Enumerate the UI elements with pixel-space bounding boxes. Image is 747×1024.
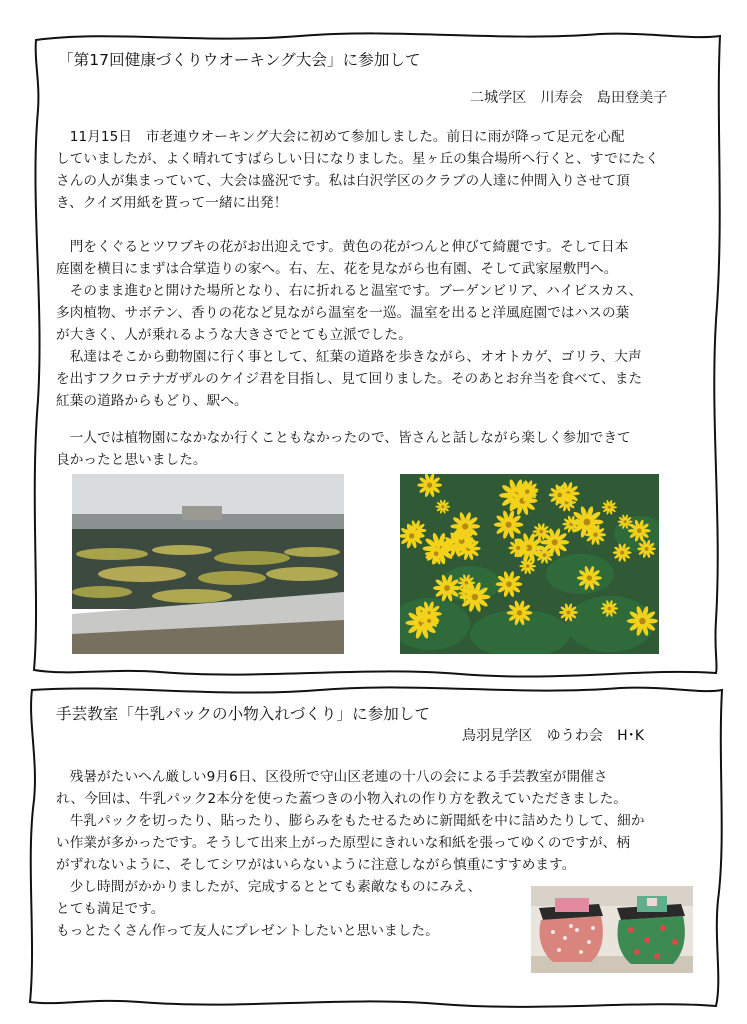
craft-boxes-photo [531, 886, 693, 973]
article1-line: していましたが、よく晴れてすばらしい日になりました。星ヶ丘の集合場所へ行くと、すでにたく [56, 151, 659, 167]
article2-line: れ、今回は、牛乳パック2本分を使った蓋つきの小物入れの作り方を教えていただきました。 [56, 791, 628, 807]
article2-author: 鳥羽見学区 ゆうわ会 H･K [462, 728, 645, 744]
article1-line: 多肉植物、サボテン、香りの花など見ながら温室を一巡。温室を出ると洋風庭園ではハスの葉 [56, 305, 630, 321]
article2-line: 少し時間がかかりましたが、完成するととても素敵なものにみえ、 [56, 879, 482, 895]
article1-line: 11月15日 市老連ウオーキング大会に初めて参加しました。前日に雨が降って足元を心配 [56, 129, 625, 145]
lotus-pond-photo [72, 474, 344, 654]
article2-line: い作業が多かったです。そうして出来上がった原型にきれいな和紙を張ってゆくのですが、柄 [56, 835, 631, 851]
article1-line: 紅葉の道路からもどり、駅へ。 [56, 393, 248, 409]
article1-title: 「第17回健康づくりウオーキング大会」に参加して [58, 51, 421, 69]
leaf-shape [546, 554, 614, 594]
flower-shape [435, 499, 450, 514]
article2-line: とても満足です。 [56, 901, 165, 917]
article2-line: 残暑がたいへん厳しい9月6日、区役所で守山区老連の十八の会による手芸教室が開催さ [56, 769, 608, 785]
article2-line: 牛乳パックを切ったり、貼ったり、膨らみをもたせるために新聞紙を中に詰めたりして、細か [56, 813, 645, 829]
article2-title: 手芸教室「牛乳パックの小物入れづくり」に参加して [56, 705, 431, 723]
article1-line: き、クイズ用紙を貰って一緒に出発！ [56, 195, 288, 211]
article1-line: 庭園を横目にまずは合掌造りの家へ。右、左、花を見ながら也有園、そして武家屋敷門へ。 [56, 261, 618, 277]
article1-line: を出すフクロテナガザルのケイジ君を目指し、見て回りました。そのあとお弁当を食べて、また [56, 371, 643, 387]
article1-line: 一人では植物園になかなか行くこともなかったので、皆さんと話しながら楽しく参加できて [56, 430, 631, 446]
flower-shape [495, 571, 522, 598]
article1-line: さんの人が集まっていて、大会は盛況です。私は白沢学区のクラブの人達に仲間入りさせて頂 [56, 173, 630, 189]
flower-shape [417, 474, 442, 498]
article2-line: がずれないように、そしてシワがはいらないように注意しながら慎重にすすめます。 [56, 857, 576, 873]
article1-line: そのまま進むと開けた場所となり、右に折れると温室です。ブーゲンビリア、ハイビスカス、 [56, 283, 643, 299]
article1-line: が大きく、人が乗れるような大きさでとても立派でした。 [56, 327, 412, 343]
article1-line: 良かったと思いました。 [56, 452, 207, 468]
article2-line: もっとたくさん作って友人にプレゼントしたいと思いました。 [56, 923, 439, 939]
article1-author: 二城学区 川寿会 島田登美子 [470, 90, 668, 106]
yellow-flowers-photo [400, 474, 659, 654]
article1-line: 門をくぐるとツワブキの花がお出迎えです。黄色の花がつんと伸びて綺麗です。そして日本 [56, 239, 629, 255]
article1-line: 私達はそこから動物園に行く事として、紅葉の道路を歩きながら、オオトカゲ、ゴリラ、大声 [56, 349, 642, 365]
flower-shape [602, 500, 617, 515]
